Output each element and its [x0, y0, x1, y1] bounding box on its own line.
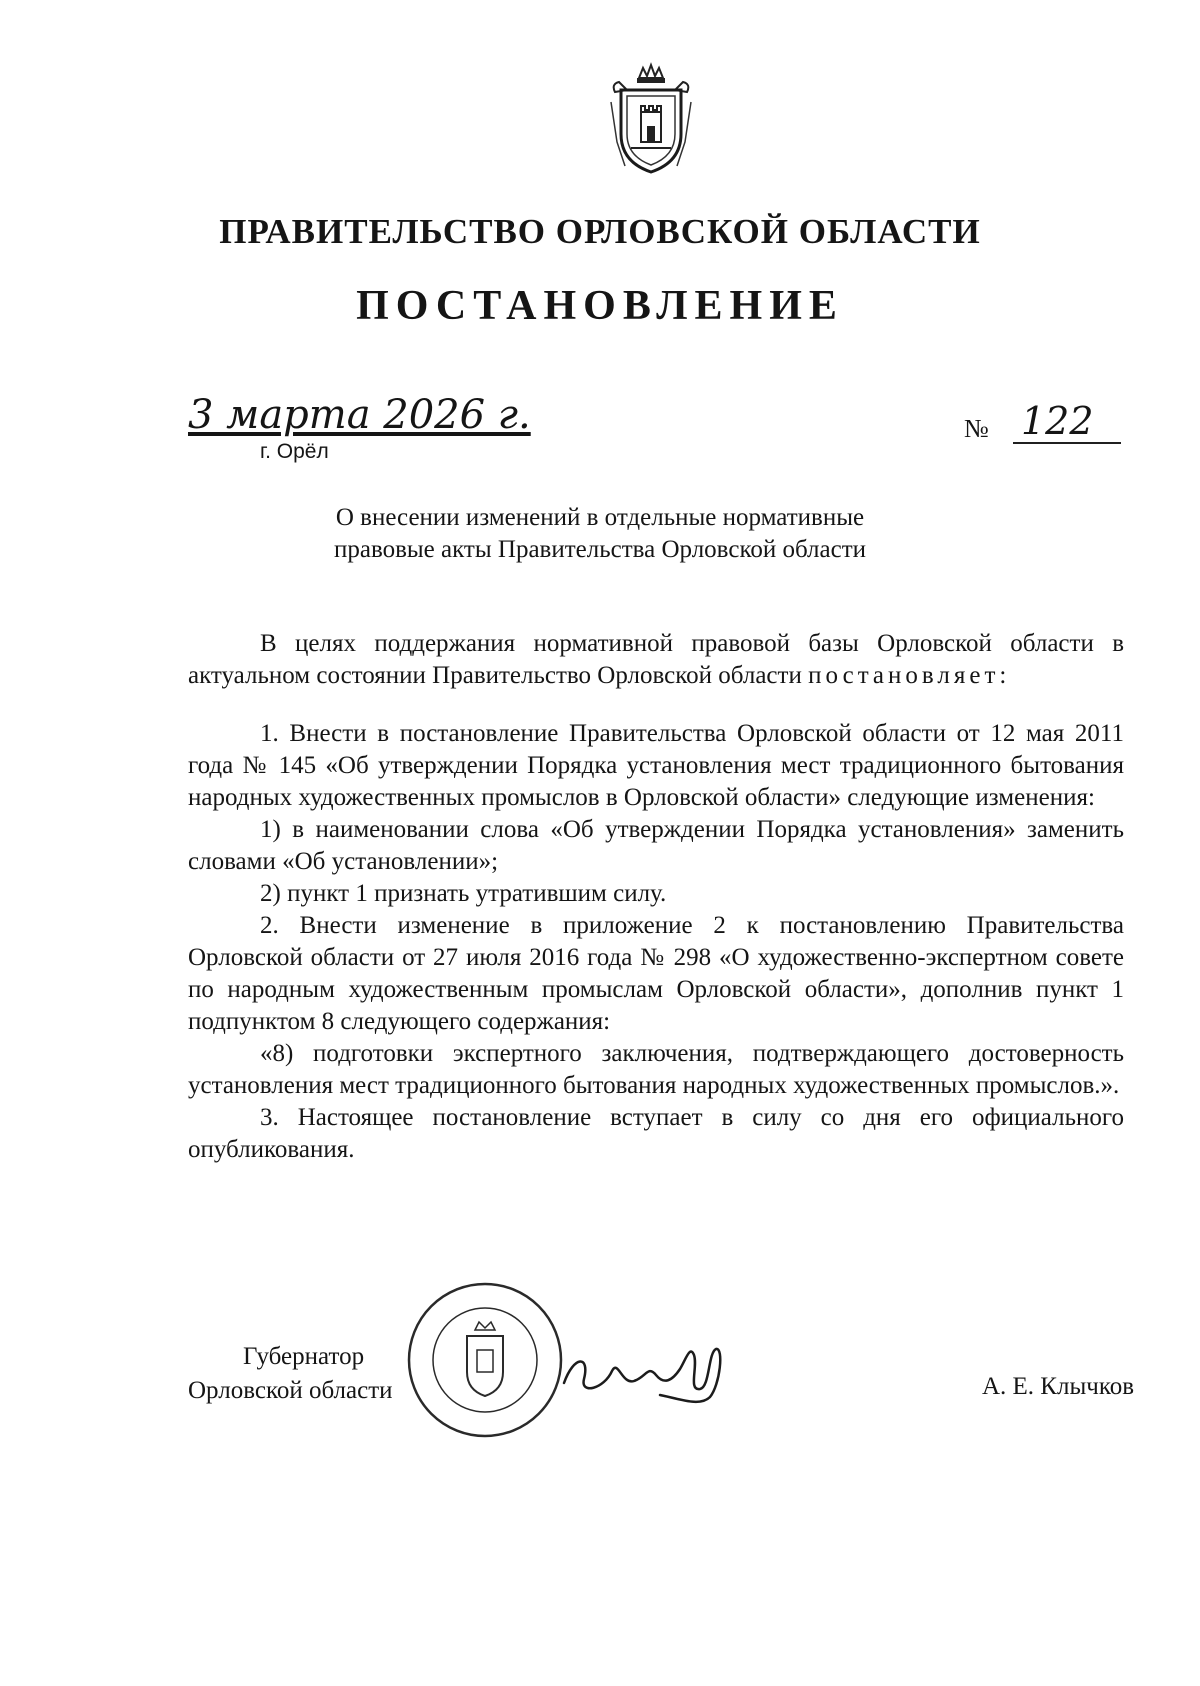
item-1-subitem-2: 2) пункт 1 признать утратившим силу.: [260, 880, 667, 907]
subject-line: О внесении изменений в отдельные нормативные: [335, 504, 865, 531]
document-subject: [0, 502, 1200, 566]
item-2: 2. Внести изменение в приложение 2 к постановлению Правительства Орловской области от 27 июля 2016 года № 298 «О художественно-экспертном совете по народным художественным промыслам Орловской области», дополнив пункт 1 подпунктом 8 следующего содержания:: [188, 912, 1124, 1035]
coat-of-arms-icon: [605, 62, 697, 180]
item-3: 3. Настоящее постановление вступает в силу со дня его официального опубликования.: [188, 1104, 1124, 1163]
item-2-quote: «8) подготовки экспертного заключения, подтверждающего достоверность установления мест традиционного бытования народных художественных промыслов.».: [188, 1040, 1124, 1099]
city-label: г. Орёл: [260, 440, 329, 463]
handwritten-date: 3 марта 2026 г.: [188, 392, 531, 438]
number-label: №: [964, 414, 989, 443]
handwritten-number: 122: [1013, 400, 1121, 444]
signatory-title-line: Орловской области: [188, 1377, 393, 1404]
document-body: [188, 628, 1124, 1166]
preamble-paragraph: [188, 628, 1124, 692]
signatory-title-line: Губернатор: [243, 1343, 365, 1370]
preamble-text: В целях поддержания нормативной правовой базы Орловской области в актуальном состоянии Правительство Орловской области: [188, 630, 1124, 689]
signatory-title: [188, 1340, 393, 1408]
preamble-keyword: постановляет:: [808, 662, 1011, 689]
item-1: 1. Внести в постановление Правительства Орловской области от 12 мая 2011 года № 145 «Об утверждении Порядка установления мест традиционного бытования народных художественных промыслов в Орловской области» следующие изменения:: [188, 720, 1124, 811]
subject-line: правовые акты Правительства Орловской области: [333, 536, 867, 563]
signatory-name: А. Е. Клычков: [981, 1373, 1134, 1400]
organization-title: ПРАВИТЕЛЬСТВО ОРЛОВСКОЙ ОБЛАСТИ: [219, 212, 981, 251]
item-1-subitem-1: 1) в наименовании слова «Об утверждении Порядка установления» заменить словами «Об установлении»;: [188, 816, 1124, 875]
handwritten-signature: [560, 1335, 730, 1410]
document-type: ПОСТАНОВЛЕНИЕ: [356, 283, 844, 329]
official-seal-icon: [405, 1280, 565, 1440]
